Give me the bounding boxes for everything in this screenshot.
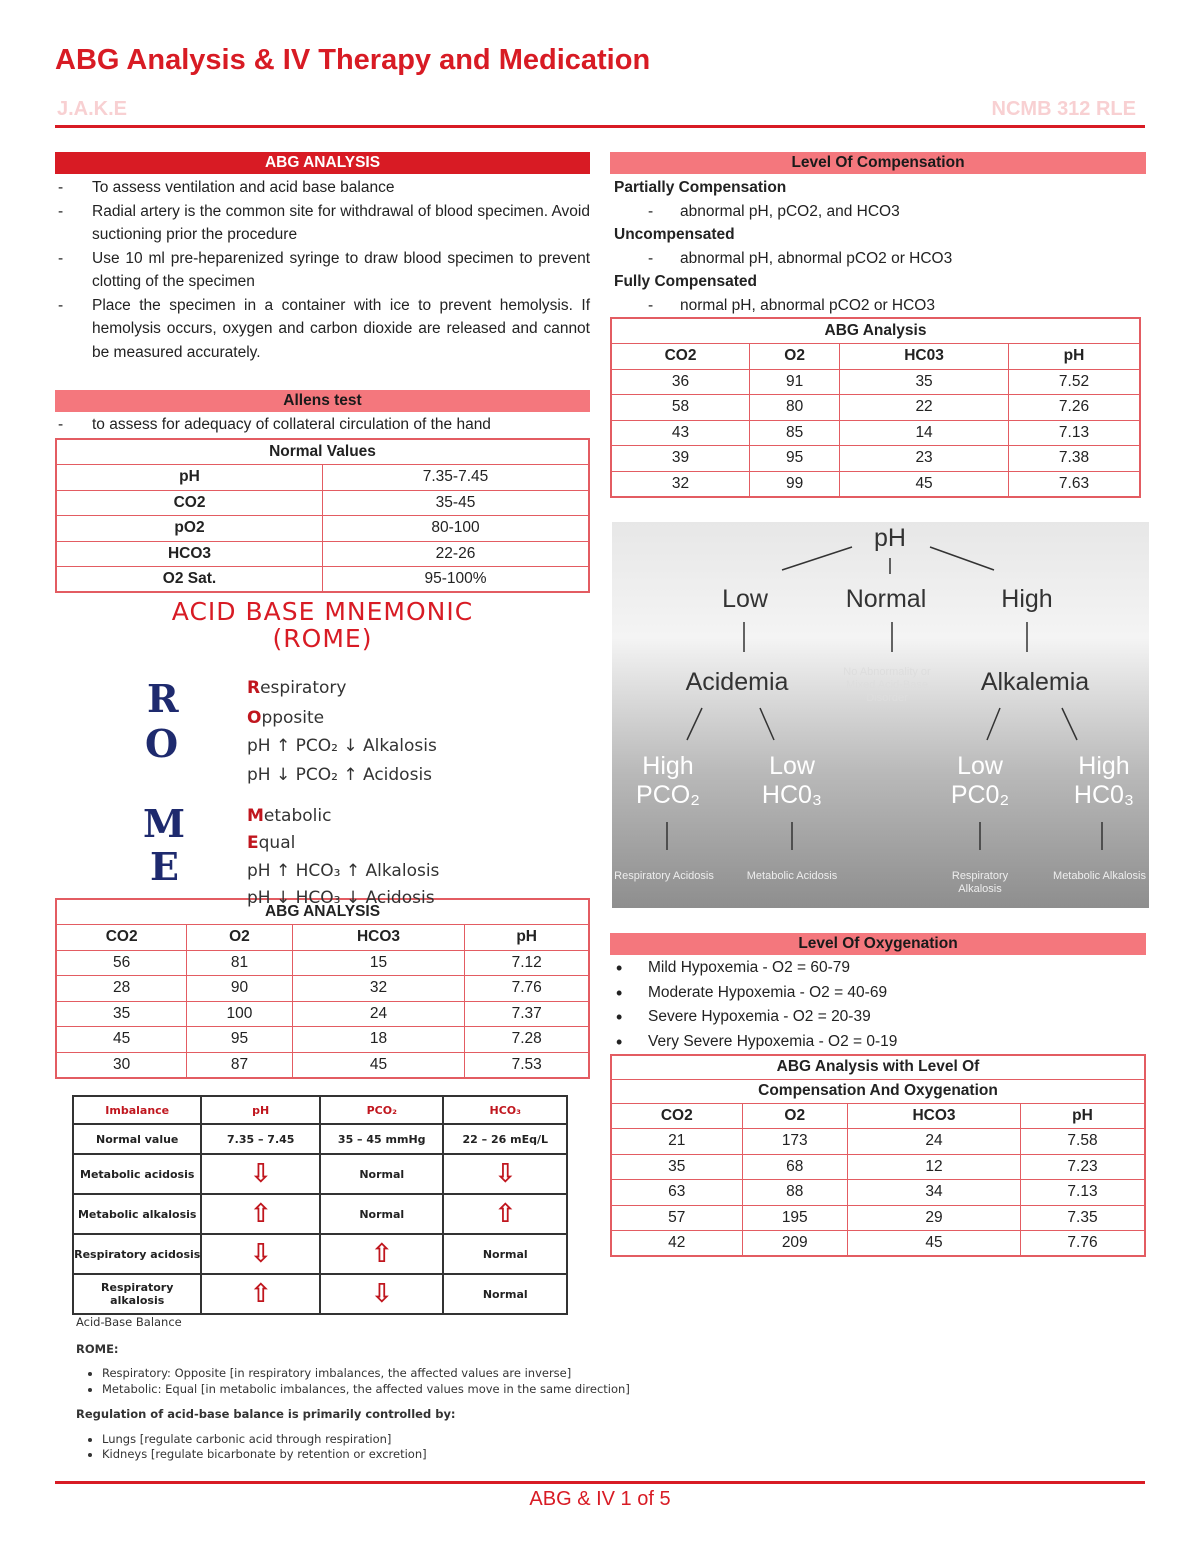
list-item: • Lungs [regulate carbonic acid through respiration] [102,1432,630,1448]
list-item: - Use 10 ml pre-heparenized syringe to draw blood specimen to prevent clotting of the specimen [55,247,590,294]
low-hco3-node: Low HC0₃ [761,752,823,809]
table-cell: 7.38 [1008,446,1140,472]
table-cell: pO2 [56,516,323,542]
table-cell: 7.28 [465,1027,589,1053]
acidemia-node: Acidemia [685,668,789,696]
table-cell: Respiratory acidosis [73,1234,201,1274]
no-abnormality-node: No Abnormality or Mixed Acid-Base Disorder [843,666,931,704]
table-cell: 173 [742,1129,847,1155]
table-cell: 68 [742,1154,847,1180]
table-caption: ABG Analysis [611,318,1140,344]
right-column [610,152,1146,498]
table-cell: O2 Sat. [56,567,323,593]
table-cell: 7.13 [1008,420,1140,446]
column-header: pH [201,1096,320,1124]
table-cell: 58 [611,395,750,421]
table-cell: 7.37 [465,1001,589,1027]
table-cell: 90 [187,976,292,1002]
table-row [56,490,589,516]
table-row [73,1274,567,1314]
table-header-row [611,1103,1145,1129]
table-cell: 7.35-7.45 [323,465,590,491]
abg-analysis-table-right [610,317,1141,498]
page-number: ABG & IV 1 of 5 [529,1488,671,1510]
table-cell: 7.35 [1021,1205,1145,1231]
table-cell: 22-26 [323,541,590,567]
table-cell: 7.23 [1021,1154,1145,1180]
allens-heading: Allens test [55,390,590,412]
ph-node: pH [874,524,906,552]
course-code: NCMB 312 RLE [991,98,1136,120]
table-cell: 7.13 [1021,1180,1145,1206]
partial-title: Partially Compensation [614,179,787,196]
page-title: ABG Analysis & IV Therapy and Medication [55,44,651,76]
rome-mnemonic [55,597,590,908]
table-cell: 32 [292,976,465,1002]
table-row [73,1194,567,1234]
author: J.A.K.E [57,98,128,120]
table-header-row [56,925,589,951]
table-cell: Metabolic alkalosis [73,1194,201,1234]
column-header: pH [465,925,589,951]
table-cell: 81 [187,950,292,976]
table-cell: 28 [56,976,187,1002]
table-cell: 95 [187,1027,292,1053]
up-arrow-icon: ⇧ [443,1194,567,1234]
full-text: - normal pH, abnormal pCO2 or HCO3 [610,294,1146,318]
table-cell: HCO3 [56,541,323,567]
down-arrow-icon: ⇩ [201,1234,320,1274]
mnemonic-letter-o: O [145,721,179,766]
table-caption: Normal Values [56,439,589,465]
mnemonic-letter-e: E [150,844,179,889]
table-row [73,1124,567,1154]
table-cell: 95 [750,446,840,472]
table-caption: ABG ANALYSIS [56,899,589,925]
mnemonic-letter-m: M [143,801,186,846]
normal-node: Normal [845,585,927,613]
table-cell: 45 [292,1052,465,1078]
up-arrow-icon: ⇧ [201,1274,320,1314]
table-caption: ABG Analysis with Level Of [611,1055,1145,1079]
table-cell: CO2 [56,490,323,516]
table-row [56,465,589,491]
column-header: CO2 [56,925,187,951]
table-row [611,1180,1145,1206]
table-cell: 85 [750,420,840,446]
table-row [611,1129,1145,1155]
table-row [611,395,1140,421]
mnemonic-title: ACID BASE MNEMONIC [171,597,474,626]
abg-analysis-table-left [55,898,590,1079]
uncomp-title: Uncompensated [614,226,735,243]
high-hco3-node: High HC0₃ [1073,752,1135,809]
table-cell: Normal [320,1194,444,1234]
table-cell: 14 [840,420,1009,446]
table-cell: 63 [611,1180,742,1206]
table-cell: Normal [443,1274,567,1314]
table-cell: 35 [56,1001,187,1027]
table-cell: Metabolic acidosis [73,1154,201,1194]
list-item: • Very Severe Hypoxemia - O2 = 0-19 [610,1030,1146,1055]
table-cell: 7.26 [1008,395,1140,421]
table-cell: 80 [750,395,840,421]
column-header: PCO₂ [320,1096,444,1124]
column-header: O2 [187,925,292,951]
met-acidosis-node: Metabolic Acidosis [746,870,838,882]
oxygenation-heading: Level Of Oxygenation [610,933,1146,955]
table-cell: 15 [292,950,465,976]
column-header: CO2 [611,344,750,370]
metabolic-word: Metabolic [247,806,332,826]
table-row [611,1154,1145,1180]
table-cell: 21 [611,1129,742,1155]
column-header: HCO3 [847,1103,1020,1129]
table-cell: 99 [750,471,840,497]
table-cell: 35 – 45 mmHg [320,1124,444,1154]
table-cell: 24 [847,1129,1020,1155]
met-alkalosis-rule: pH ↑ HCO₃ ↑ Alkalosis [247,861,440,881]
table-cell: 87 [187,1052,292,1078]
high-node: High [1001,585,1053,613]
imbalance-table [72,1095,568,1315]
table-cell: 35-45 [323,490,590,516]
partial-text: - abnormal pH, pCO2, and HCO3 [610,200,1146,224]
compensation-heading: Level Of Compensation [610,152,1146,174]
column-header: HC03 [840,344,1009,370]
list-item: • Metabolic: Equal [in metabolic imbalances, the affected values move in the same direction] [102,1382,630,1398]
table-cell: 45 [847,1231,1020,1257]
list-item: • Mild Hypoxemia - O2 = 60-79 [610,956,1146,981]
table-cell: 23 [840,446,1009,472]
header-rule [55,125,1145,128]
table-cell: 7.35 – 7.45 [201,1124,320,1154]
table-cell: 7.12 [465,950,589,976]
resp-alkalosis-node: Respiratory Alkalosis [951,870,1009,895]
table-caption: Compensation And Oxygenation [611,1079,1145,1103]
resp-acidosis-node: Respiratory Acidosis [614,870,714,882]
table-cell: 18 [292,1027,465,1053]
table-cell: 80-100 [323,516,590,542]
column-header: pH [1008,344,1140,370]
list-item: - To assess ventilation and acid base balance [55,176,590,200]
table-cell: 34 [847,1180,1020,1206]
column-header: pH [1021,1103,1145,1129]
table-cell: 56 [56,950,187,976]
list-item: • Severe Hypoxemia - O2 = 20-39 [610,1005,1146,1030]
table-cell: 42 [611,1231,742,1257]
high-pco2-node: High PCO₂ [636,752,700,809]
table-cell: 45 [56,1027,187,1053]
column-header: CO2 [611,1103,742,1129]
oxygenation-list [610,956,1146,1054]
table-row [56,1001,589,1027]
down-arrow-icon: ⇩ [201,1154,320,1194]
table-cell: Normal [443,1234,567,1274]
table-cell: 7.63 [1008,471,1140,497]
abg-combo-table [610,1054,1146,1257]
column-header: O2 [742,1103,847,1129]
footer-rule [55,1481,1145,1484]
table-cell: 7.52 [1008,369,1140,395]
table-header-row [73,1096,567,1124]
table-header-row [611,344,1140,370]
table-cell: Normal value [73,1124,201,1154]
table-cell: 7.58 [1021,1129,1145,1155]
list-item: • Respiratory: Opposite [in respiratory imbalances, the affected values are inverse] [102,1366,630,1382]
rome-label: ROME: [76,1341,119,1356]
column-header: HCO3 [292,925,465,951]
table-cell: 7.76 [1021,1231,1145,1257]
table-row [611,1231,1145,1257]
respiratory-word: Respiratory [247,678,347,698]
table-row [73,1154,567,1194]
uncomp-text: - abnormal pH, abnormal pCO2 or HCO3 [610,247,1146,271]
list-item: - Place the specimen in a container with ice to prevent hemolysis. If hemolysis occurs, oxygen and carbon dioxide are released and cannot be measured accurately. [55,294,590,365]
alkalemia-node: Alkalemia [980,668,1090,696]
table-row [56,541,589,567]
ph-flowchart [612,522,1149,908]
table-cell: 22 – 26 mEq/L [443,1124,567,1154]
met-acidosis-rule: pH ↓ HCO₃ ↓ Acidosis [247,888,435,908]
table-cell: 209 [742,1231,847,1257]
table-row [611,471,1140,497]
table-cell: 36 [611,369,750,395]
column-header: O2 [750,344,840,370]
list-item: - Radial artery is the common site for withdrawal of blood specimen. Avoid suctioning prior the procedure [55,200,590,247]
list-item: • Moderate Hypoxemia - O2 = 40-69 [610,981,1146,1006]
acid-base-notes [76,1315,630,1463]
table-cell: 24 [292,1001,465,1027]
table-cell: Respiratory alkalosis [73,1274,201,1314]
down-arrow-icon: ⇩ [443,1154,567,1194]
table-cell: 7.76 [465,976,589,1002]
low-node: Low [722,585,768,613]
table-cell: 22 [840,395,1009,421]
table-row [611,420,1140,446]
table-row [56,1027,589,1053]
flowchart-arrows [612,522,1149,908]
met-alkalosis-node: Metabolic Alkalosis [1053,870,1146,882]
table-cell: Normal [320,1154,444,1194]
full-title: Fully Compensated [614,273,757,290]
mnemonic-subtitle: (ROME) [272,624,373,653]
opposite-word: Opposite [247,708,325,728]
table-cell: 45 [840,471,1009,497]
table-row [56,516,589,542]
column-header: HCO₃ [443,1096,567,1124]
column-header: Imbalance [73,1096,201,1124]
abg-analysis-heading: ABG ANALYSIS [55,152,590,174]
list-item: - to assess for adequacy of collateral circulation of the hand [55,414,590,436]
table-cell: pH [56,465,323,491]
table-cell: 43 [611,420,750,446]
up-arrow-icon: ⇧ [320,1234,444,1274]
table-row [56,567,589,593]
table-cell: 88 [742,1180,847,1206]
table-cell: 39 [611,446,750,472]
oxygenation-section [610,933,1146,1257]
down-arrow-icon: ⇩ [320,1274,444,1314]
allens-list [55,414,590,436]
table-row [56,1052,589,1078]
table-cell: 57 [611,1205,742,1231]
resp-acidosis-rule: pH ↓ PCO₂ ↑ Acidosis [247,765,433,785]
low-pco2-node: Low PC0₂ [950,752,1010,809]
abg-intro-list [55,176,590,364]
table-cell: 29 [847,1205,1020,1231]
mnemonic-letter-r: R [147,676,179,721]
equal-word: Equal [247,833,296,853]
table-row [611,369,1140,395]
table-cell: 32 [611,471,750,497]
notes-title: Acid-Base Balance [76,1315,182,1329]
table-cell: 30 [56,1052,187,1078]
list-item: • Kidneys [regulate bicarbonate by retention or excretion] [102,1447,630,1463]
table-row [73,1234,567,1274]
table-row [611,446,1140,472]
resp-alkalosis-rule: pH ↑ PCO₂ ↓ Alkalosis [247,736,437,756]
table-cell: 12 [847,1154,1020,1180]
table-row [611,1205,1145,1231]
table-cell: 195 [742,1205,847,1231]
normal-values-table [55,438,590,593]
table-cell: 95-100% [323,567,590,593]
regulation-label: Regulation of acid-base balance is primarily controlled by: [76,1407,456,1421]
table-cell: 7.53 [465,1052,589,1078]
left-column [55,152,590,1079]
table-cell: 35 [611,1154,742,1180]
table-row [56,976,589,1002]
table-cell: 35 [840,369,1009,395]
table-cell: 91 [750,369,840,395]
table-row [56,950,589,976]
up-arrow-icon: ⇧ [201,1194,320,1234]
table-cell: 100 [187,1001,292,1027]
